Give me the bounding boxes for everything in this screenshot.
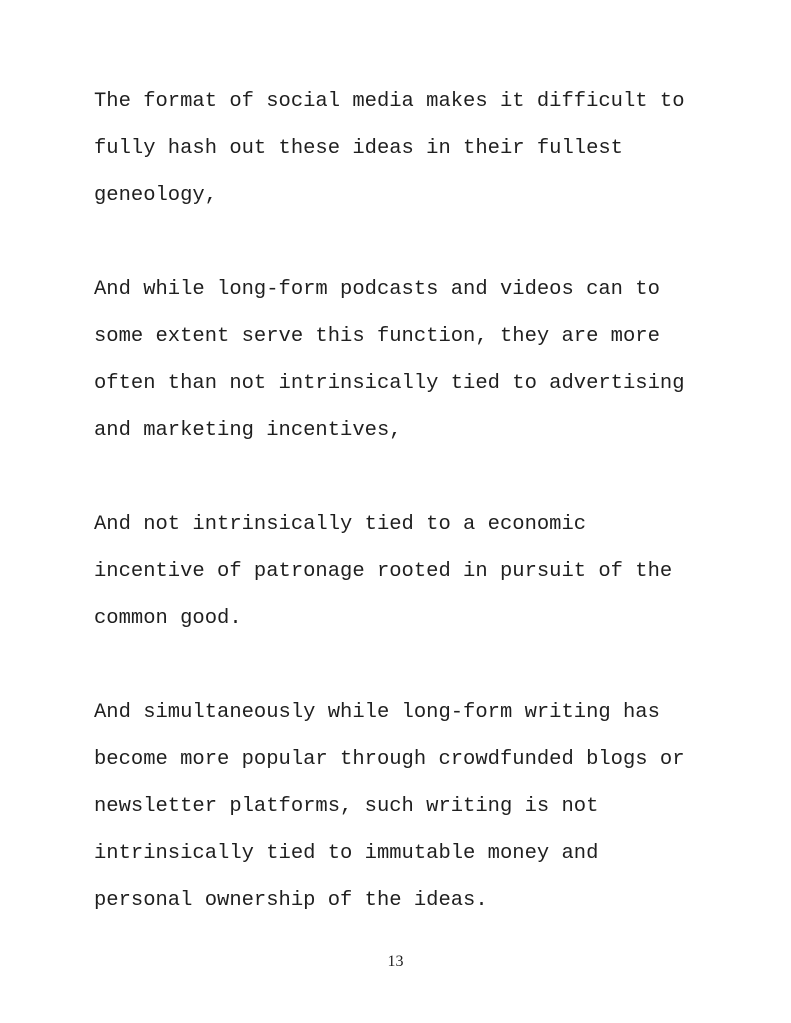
- text-line: And not intrinsically tied to a economic: [94, 513, 587, 536]
- page-number: 13: [387, 953, 404, 970]
- text-line: often than not intrinsically tied to advertising: [94, 372, 685, 395]
- text-line: and marketing incentives,: [94, 419, 402, 442]
- document-body-text: [94, 78, 731, 924]
- text-line: newsletter platforms, such writing is not: [94, 795, 599, 818]
- text-line: become more popular through crowdfunded blogs or: [94, 748, 685, 771]
- text-line: And simultaneously while long-form writing has: [94, 701, 660, 724]
- text-line: some extent serve this function, they are more: [94, 325, 660, 348]
- text-line: fully hash out these ideas in their fullest: [94, 137, 623, 160]
- paragraph: [94, 689, 731, 924]
- text-line: geneology,: [94, 184, 218, 207]
- text-line: The format of social media makes it difficult to: [94, 90, 685, 113]
- paragraph: [94, 266, 731, 454]
- text-line: intrinsically tied to immutable money and: [94, 842, 599, 865]
- text-line: common good.: [94, 607, 242, 630]
- text-line: personal ownership of the ideas.: [94, 889, 488, 912]
- paragraph: [94, 501, 731, 642]
- text-line: And while long-form podcasts and videos can to: [94, 278, 660, 301]
- text-line: incentive of patronage rooted in pursuit of the: [94, 560, 673, 583]
- paragraph: [94, 78, 731, 219]
